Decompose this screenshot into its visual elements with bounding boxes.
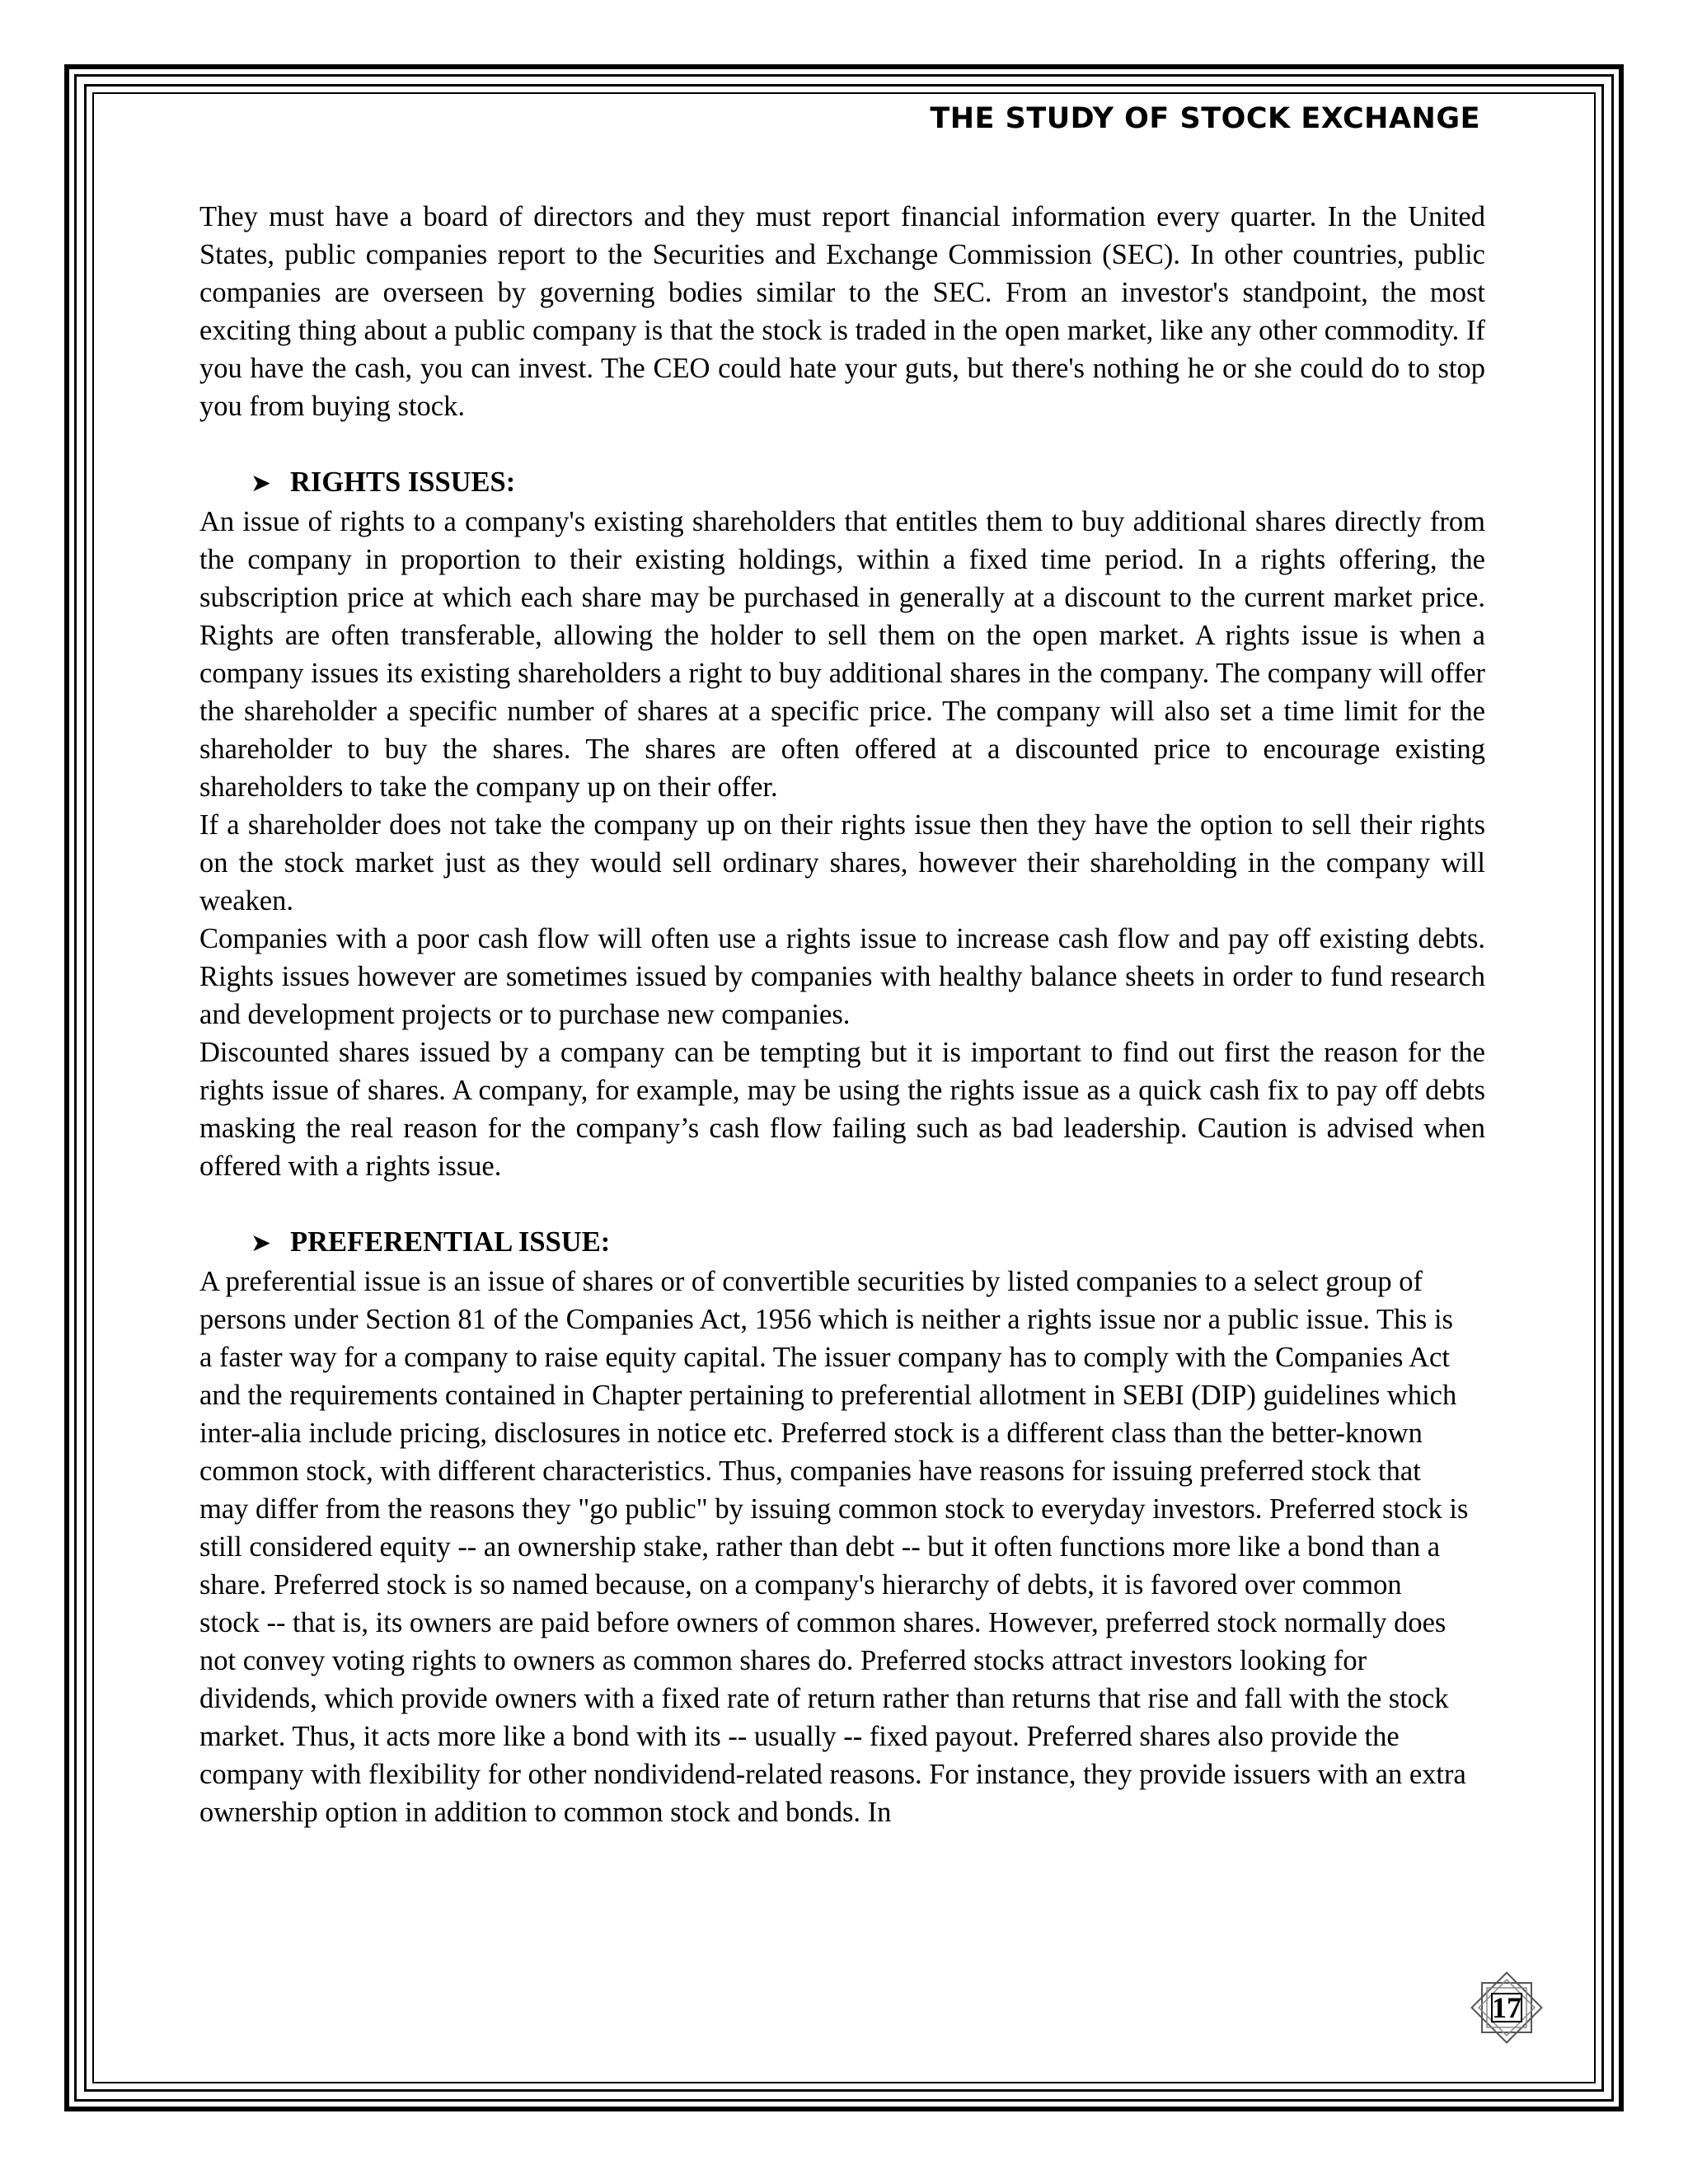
rights-issue-paragraph-2: If a shareholder does not take the company up on their rights issue then they have the option to sell their rights on the stock market just as they would sell ordinary shares, however their shareholding in the company will weaken. [199, 809, 1485, 916]
section-heading-preferential-issue [199, 1223, 1485, 1263]
preferential-issue-paragraph-1: A preferential issue is an issue of shares or of convertible securities by listed companies to a select group of persons under Section 81 of the Companies Act, 1956 which is neither a rights issue nor a public issue. This is a faster way for a company to raise equity capital. The issuer company has to comply with the Companies Act and the requirements contained in Chapter pertaining to preferential allotment in SEBI (DIP) guidelines which inter-alia include pricing, disclosures in notice etc. Preferred stock is a different class than the better-known common stock, with different characteristics. Thus, companies have reasons for issuing preferred stock that may differ from the reasons they "go public" by issuing common stock to everyday investors. Preferred stock is still considered equity -- an ownership stake, rather than debt -- but it often functions more like a bond than a share. Preferred stock is so named because, on a company's hierarchy of debts, it is favored over common stock -- that is, its owners are paid before owners of common shares. However, preferred stock normally does not convey voting rights to owners as common shares do. Preferred stocks attract investors looking for dividends, which provide owners with a fixed rate of return rather than returns that rise and fall with the stock market. Thus, it acts more like a bond with its -- usually -- fixed payout. Preferred shares also provide the company with flexibility for other nondividend-related reasons. For instance, they provide issuers with an extra ownership option in addition to common stock and bonds. In [199, 1266, 1469, 1828]
page-content [199, 198, 1485, 1831]
section-heading-rights-issues [199, 463, 1485, 503]
arrowhead-bullet-icon: ➤ [251, 469, 272, 498]
rights-issue-paragraph-3: Companies with a poor cash flow will often use a rights issue to increase cash flow and pay off existing debts. Rights issues however are sometimes issued by companies with healthy balance sheets in order to fund research and development projects or to purchase new companies. [199, 923, 1485, 1030]
rights-issue-paragraph-1: An issue of rights to a company's existing shareholders that entitles them to buy additional shares directly from the company in proportion to their existing holdings, within a fixed time period. In a rights offering, the subscription price at which each share may be purchased in generally at a discount to the current market price. Rights are often transferable, allowing the holder to sell them on the open market. A rights issue is when a company issues its existing shareholders a right to buy additional shares in the company. The company will offer the shareholder a specific number of shares at a specific price. The company will also set a time limit for the shareholder to buy the shares. The shares are often offered at a discounted price to encourage existing shareholders to take the company up on their offer. [199, 506, 1485, 803]
running-header-title: THE STUDY OF STOCK EXCHANGE [930, 102, 1480, 135]
arrowhead-bullet-icon: ➤ [251, 1229, 272, 1258]
section-spacer [199, 1185, 1485, 1223]
section-heading-label: PREFERENTIAL ISSUE: [290, 1226, 611, 1258]
section-heading-label: RIGHTS ISSUES: [290, 466, 516, 498]
rights-issue-paragraph-4: Discounted shares issued by a company can be tempting but it is important to find out first the reason for the rights issue of shares. A company, for example, may be using the rights issue as a quick cash fix to pay off debts masking the real reason for the company’s cash flow failing such as bad leadership. Caution is advised when offered with a rights issue. [199, 1037, 1485, 1182]
intro-paragraph: They must have a board of directors and they must report financial information every quarter. In the United States, public companies report to the Securities and Exchange Commission (SEC). In other countries, public companies are overseen by governing bodies similar to the SEC. From an investor's standpoint, the most exciting thing about a public company is that the stock is traded in the open market, like any other commodity. If you have the cash, you can invest. The CEO could hate your guts, but there's nothing he or she could do to stop you from buying stock. [199, 201, 1485, 422]
section-spacer [199, 425, 1485, 463]
page-number-badge [1467, 1968, 1546, 2047]
page-number: 17 [1492, 1991, 1522, 2024]
